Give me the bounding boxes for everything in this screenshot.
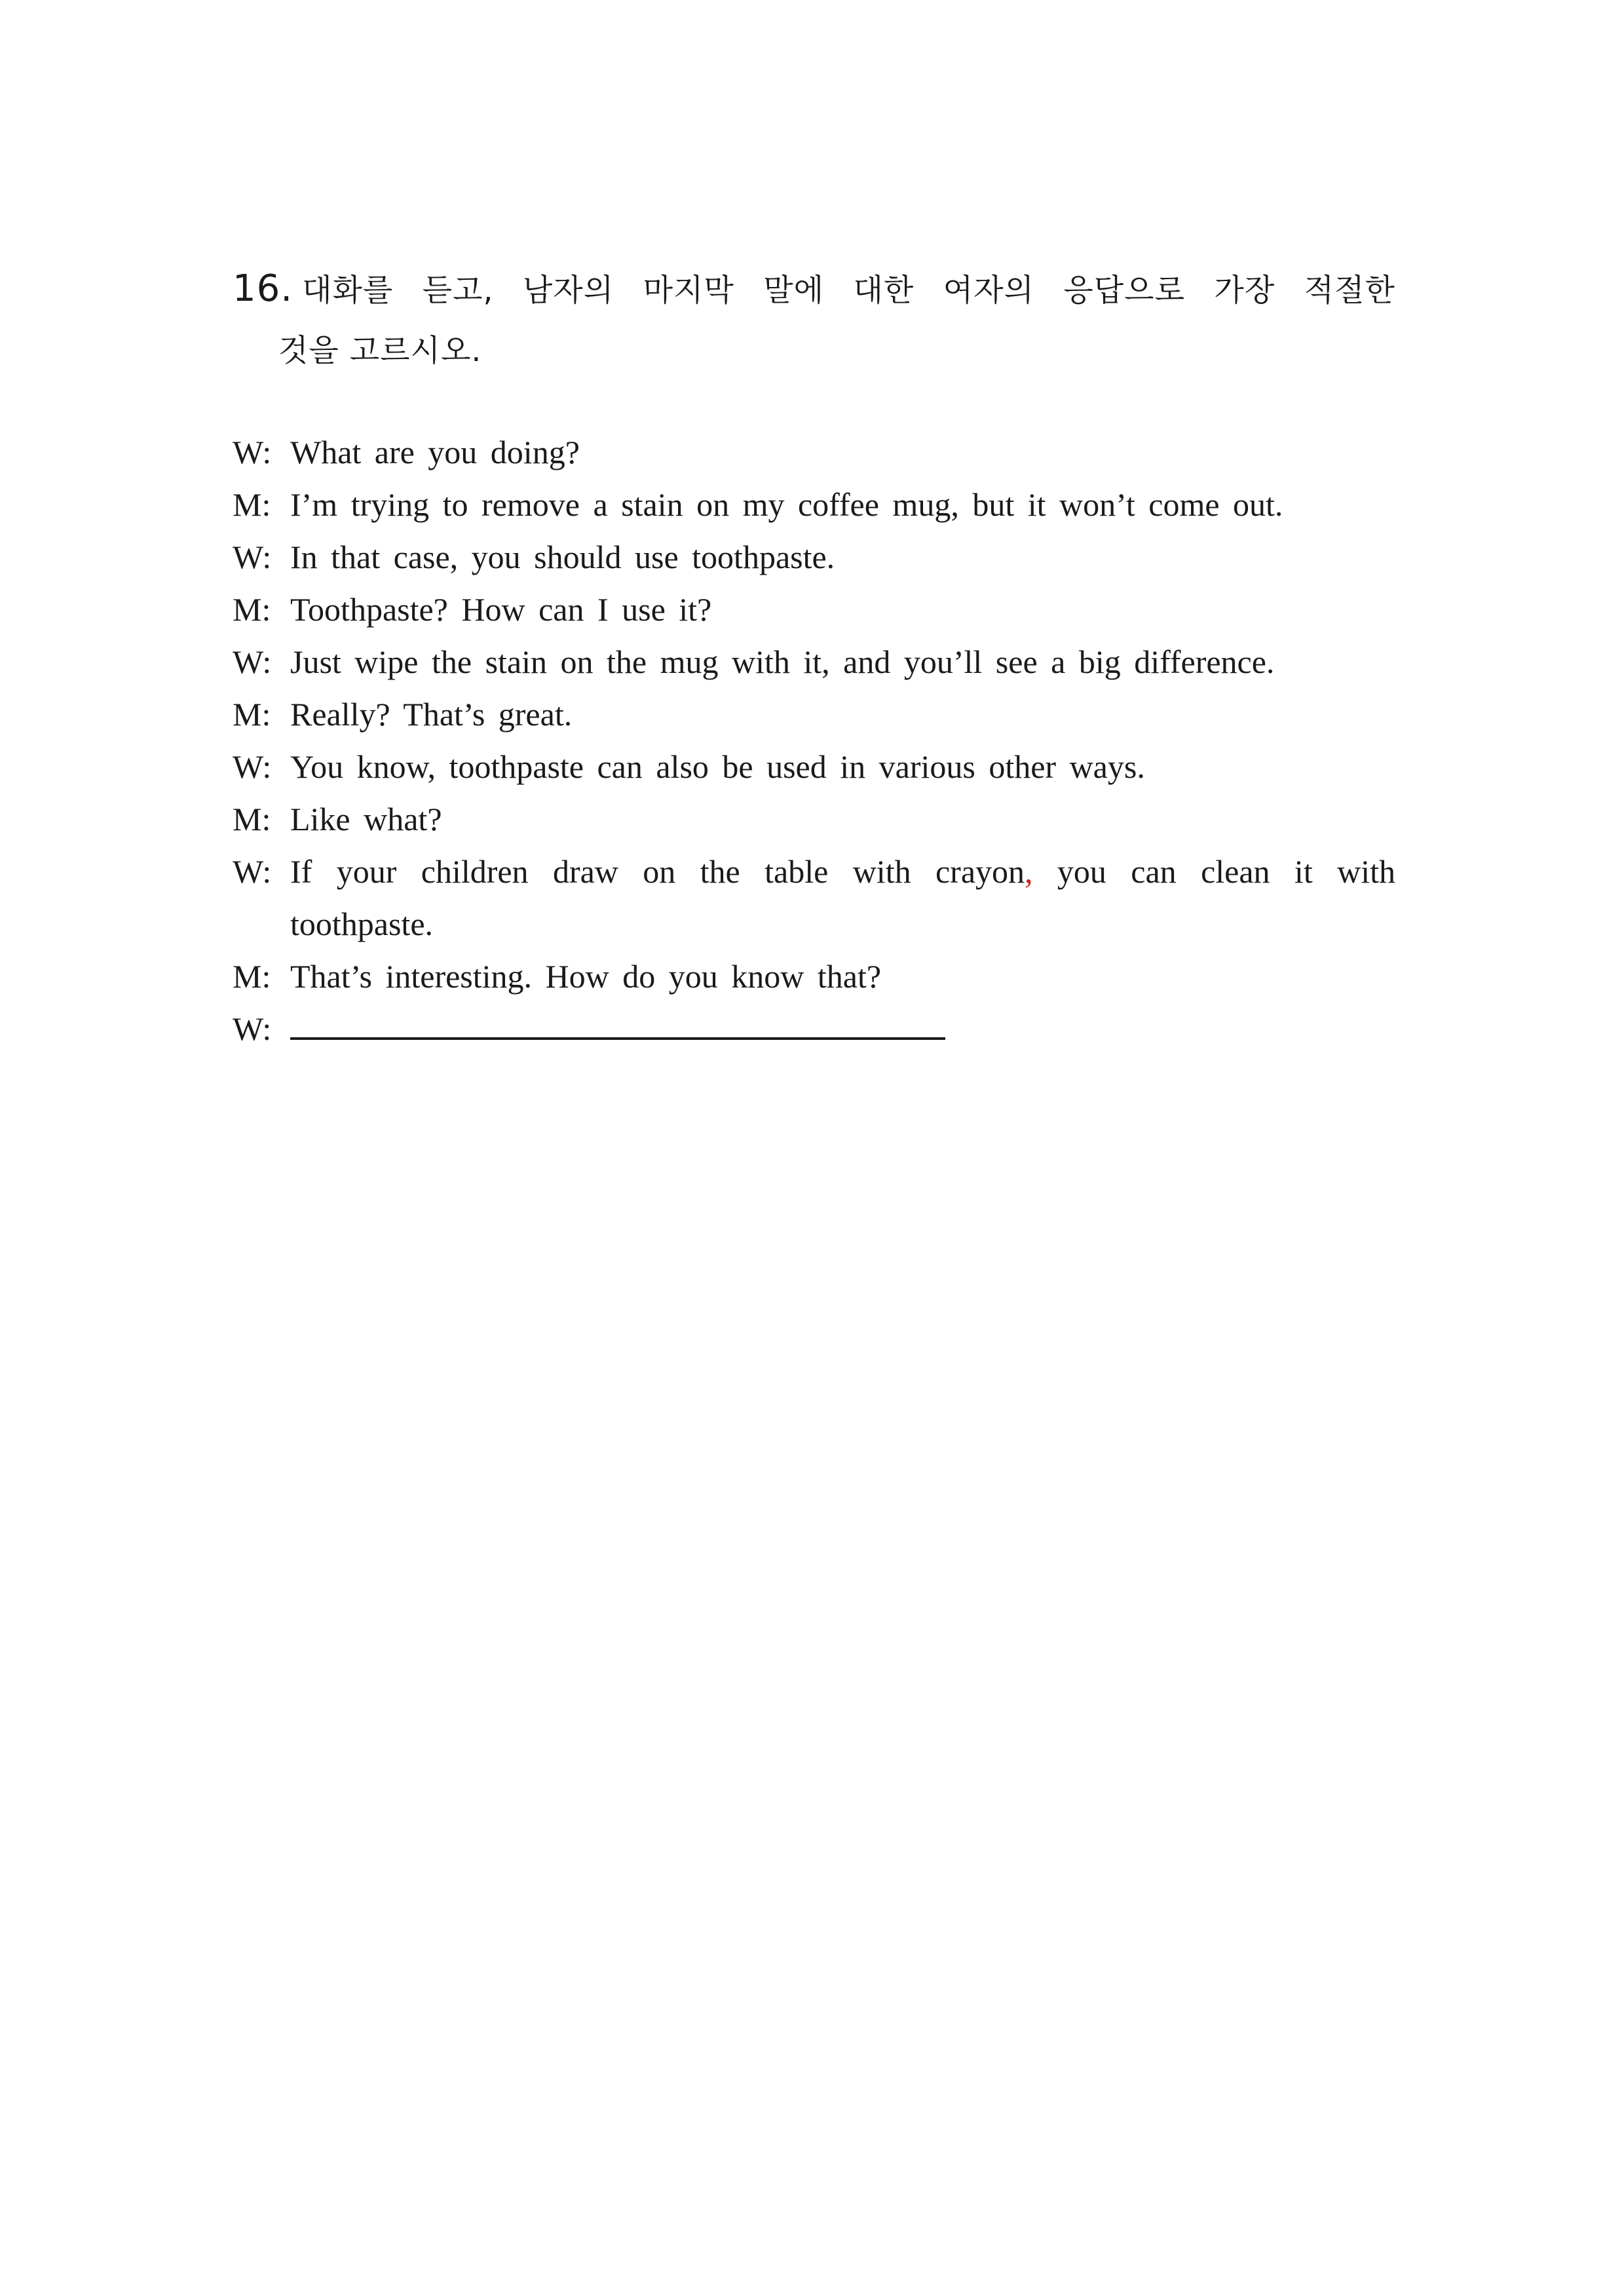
speaker-label: W: [233, 434, 272, 470]
question-word: 응답으로 [1063, 273, 1185, 309]
question-prompt [233, 259, 1395, 381]
dialogue-text: What are you doing? [290, 434, 580, 470]
dialogue-line [233, 426, 1395, 478]
question-line-2: 것을 고르시오. [278, 333, 482, 369]
speaker-label: M: [233, 591, 271, 628]
question-word: 마지막 [643, 273, 734, 309]
question-word: 적절한 [1304, 273, 1395, 309]
dialogue-text: Like what? [290, 801, 442, 837]
dialogue-text: I’m trying to remove a stain on my coffee mug, but it won’t come out. [290, 486, 1283, 523]
question-word: 듣고, [422, 273, 494, 309]
dialogue-line [233, 583, 1395, 636]
speaker-label: W: [233, 748, 272, 785]
dialogue-text: Toothpaste? How can I use it? [290, 591, 712, 628]
dialogue-line [233, 793, 1395, 845]
dialogue-text: Just wipe the stain on the mug with it, and you’ll see a big difference. [290, 643, 1275, 680]
dialogue-text [290, 845, 1395, 950]
dialogue-text-part: If your children draw on the table with crayon [290, 853, 1025, 890]
dialogue-line [233, 478, 1395, 531]
speaker-label: M: [233, 801, 271, 837]
speaker-label: M: [233, 696, 271, 733]
dialogue-line [233, 1003, 1395, 1055]
dialogue-text: That’s interesting. How do you know that? [290, 958, 882, 995]
question-word: 말에 [763, 273, 825, 309]
dialogue-text: In that case, you should use toothpaste. [290, 539, 835, 575]
dialogue-text: Really? That’s great. [290, 696, 573, 733]
speaker-label: M: [233, 958, 271, 995]
dialogue-line [233, 636, 1395, 688]
speaker-label: W: [233, 1010, 272, 1047]
answer-blank-container [290, 1003, 1395, 1055]
question-word: 가장 [1214, 273, 1275, 309]
question-number-group [233, 259, 393, 321]
dialogue-line [233, 950, 1395, 1003]
answer-blank-line [290, 1037, 945, 1040]
dialogue-text-part: you can clean it with toothpaste. [290, 853, 1395, 942]
question-word: 남자의 [522, 273, 614, 309]
speaker-label: M: [233, 486, 271, 523]
highlighted-comma: , [1025, 853, 1033, 890]
dialogue-text: You know, toothpaste can also be used in various other ways. [290, 748, 1145, 785]
question-word: 여자의 [943, 273, 1034, 309]
speaker-label: W: [233, 539, 272, 575]
dialogue-line [233, 740, 1395, 793]
speaker-label: W: [233, 853, 272, 890]
dialogue-line [233, 845, 1395, 950]
question-number: 16. [233, 267, 293, 310]
question-word: 대한 [853, 273, 915, 309]
speaker-label: W: [233, 643, 272, 680]
dialogue-line [233, 531, 1395, 583]
dialogue-script [233, 426, 1395, 1055]
question-word: 대화를 [302, 273, 394, 309]
question-line-1 [233, 259, 1395, 321]
dialogue-line [233, 688, 1395, 740]
